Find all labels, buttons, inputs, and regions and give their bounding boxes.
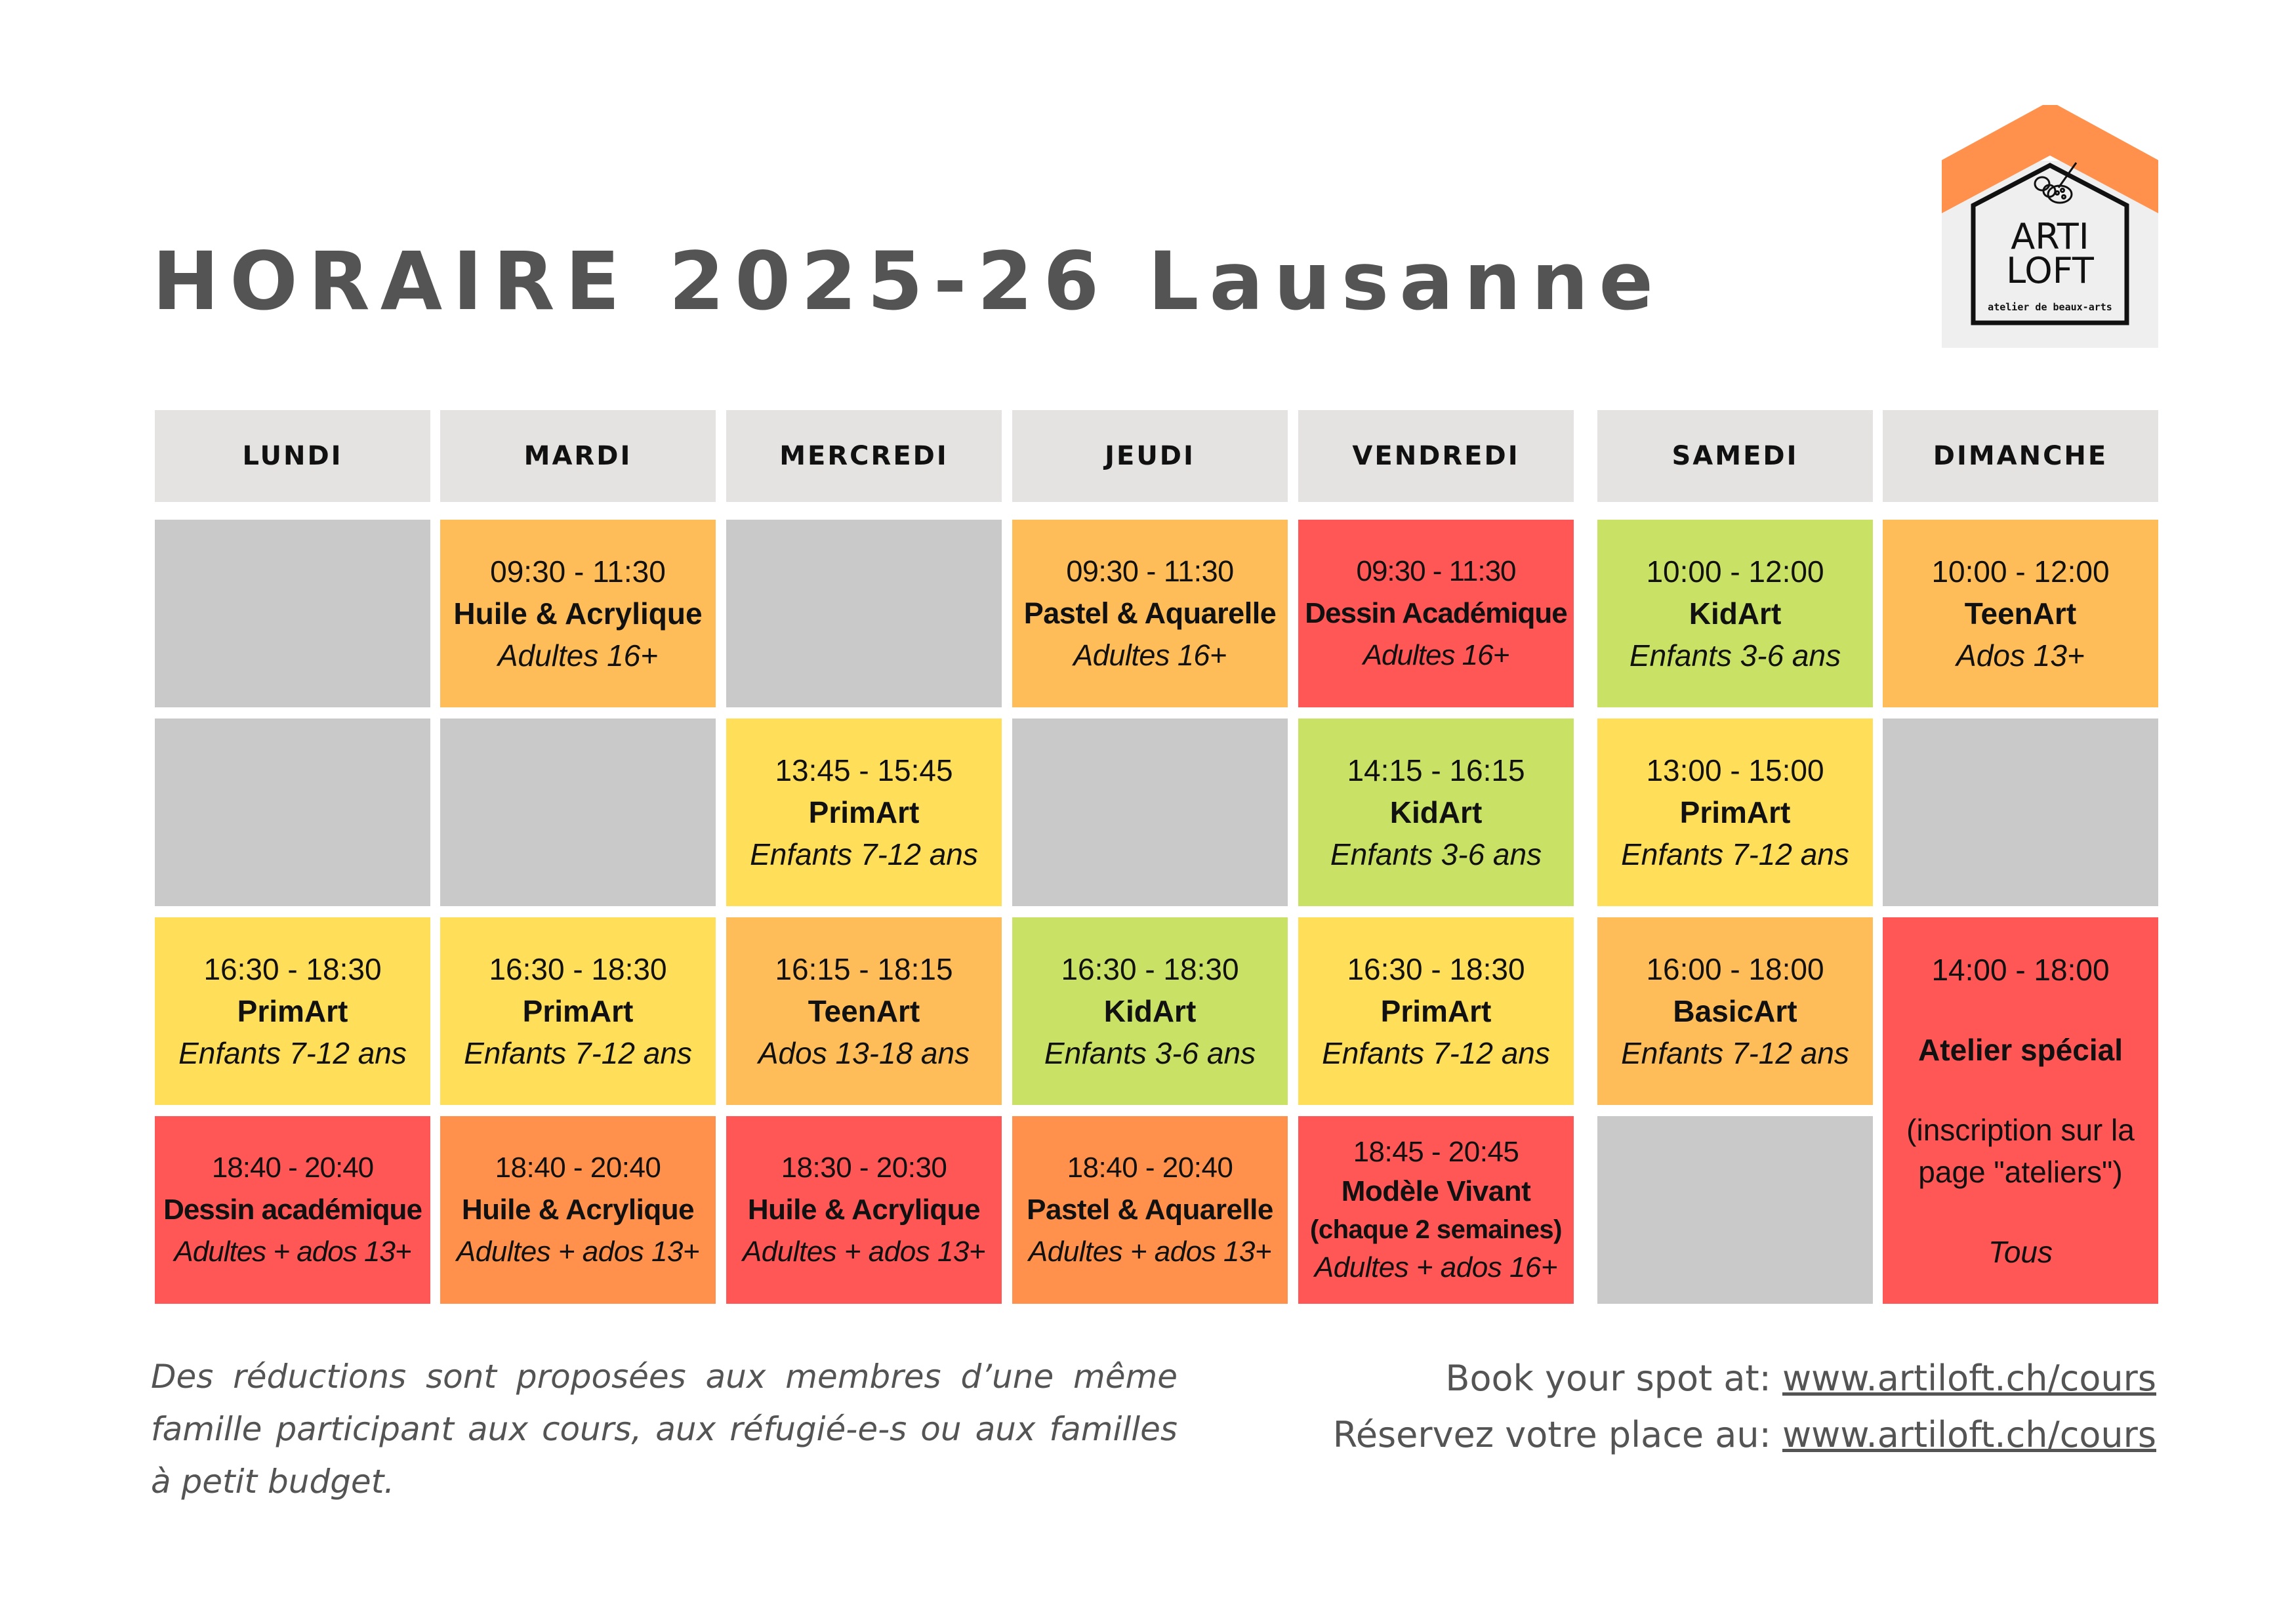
class-course: PrimArt — [1679, 795, 1791, 829]
class-audience: Adultes + ados 13+ — [174, 1236, 411, 1268]
class-info-line: page "ateliers") — [1918, 1154, 2123, 1189]
class-audience: Ados 13-18 ans — [758, 1036, 970, 1070]
class-course: KidArt — [1689, 596, 1782, 631]
class-audience: Adultes 16+ — [1073, 638, 1227, 672]
class-time: 18:45 - 20:45 — [1353, 1136, 1519, 1168]
artiloft-logo — [1942, 105, 2158, 348]
class-slot — [1298, 718, 1574, 906]
class-course: KidArt — [1389, 795, 1483, 829]
class-frequency-note: (chaque 2 semaines) — [1310, 1215, 1562, 1244]
class-audience: Enfants 7-12 ans — [750, 837, 978, 871]
class-audience: Enfants 7-12 ans — [1322, 1036, 1550, 1070]
booking-label-fr: Réservez votre place au: — [1332, 1414, 1782, 1455]
class-course: PrimArt — [237, 994, 348, 1028]
class-course: Modèle Vivant — [1341, 1175, 1531, 1207]
class-info-line: (inscription sur la — [1906, 1112, 2135, 1147]
class-slot — [155, 1116, 430, 1304]
header-dimanche: DIMANCHE — [1883, 410, 2158, 502]
class-course: KidArt — [1103, 994, 1197, 1028]
class-slot — [155, 917, 430, 1105]
class-audience: Adultes + ados 16+ — [1314, 1251, 1558, 1283]
class-slot — [1012, 520, 1288, 707]
header-samedi: SAMEDI — [1597, 410, 1873, 502]
class-course: Dessin académique — [163, 1194, 422, 1226]
special-workshop-slot — [1883, 917, 2158, 1304]
class-audience: Adultes 16+ — [1363, 639, 1509, 671]
header-lundi: LUNDI — [155, 410, 430, 502]
class-audience: Adultes + ados 13+ — [456, 1236, 700, 1268]
class-slot — [440, 1116, 716, 1304]
booking-label-en: Book your spot at: — [1445, 1358, 1782, 1399]
class-slot — [1597, 520, 1873, 707]
class-time: 10:00 - 12:00 — [1646, 554, 1824, 589]
class-course: BasicArt — [1673, 994, 1797, 1028]
logo-line2: LOFT — [2006, 250, 2094, 291]
class-time: 16:30 - 18:30 — [489, 952, 667, 986]
class-slot — [726, 917, 1002, 1105]
class-slot — [440, 520, 716, 707]
class-time: 14:00 - 18:00 — [1931, 952, 2110, 987]
class-course: PrimArt — [808, 795, 920, 829]
class-audience: Adultes 16+ — [497, 638, 659, 673]
class-time: 18:40 - 20:40 — [495, 1152, 661, 1184]
class-slot — [1298, 1116, 1574, 1304]
class-audience: Enfants 3-6 ans — [1629, 638, 1841, 673]
class-time: 18:40 - 20:40 — [211, 1152, 374, 1184]
empty-slot — [1883, 718, 2158, 906]
booking-info — [1333, 1350, 2156, 1463]
class-time: 10:00 - 12:00 — [1931, 554, 2110, 589]
class-course: Pastel & Aquarelle — [1027, 1194, 1273, 1226]
empty-slot — [440, 718, 716, 906]
class-time: 18:30 - 20:30 — [781, 1152, 947, 1184]
page-title: HORAIRE 2025-26 Lausanne — [152, 235, 1664, 328]
class-time: 09:30 - 11:30 — [1356, 555, 1516, 587]
class-course: Huile & Acrylique — [453, 596, 703, 631]
class-audience: Ados 13+ — [1956, 638, 2085, 673]
booking-line-en — [1333, 1350, 2156, 1407]
class-course: Pastel & Aquarelle — [1023, 596, 1277, 630]
empty-slot — [726, 520, 1002, 707]
header-mardi: MARDI — [440, 410, 716, 502]
header-mercredi: MERCREDI — [726, 410, 1002, 502]
class-time: 16:30 - 18:30 — [1347, 952, 1525, 986]
class-slot — [726, 1116, 1002, 1304]
class-audience: Enfants 7-12 ans — [1621, 1036, 1849, 1070]
class-audience: Enfants 3-6 ans — [1044, 1036, 1256, 1070]
class-slot — [1298, 917, 1574, 1105]
empty-slot — [155, 718, 430, 906]
booking-link-fr[interactable]: www.artiloft.ch/cours — [1782, 1414, 2156, 1455]
class-audience: Enfants 7-12 ans — [464, 1036, 692, 1070]
logo-line1: ARTI — [2011, 216, 2089, 257]
empty-slot — [1012, 718, 1288, 906]
booking-line-fr — [1333, 1407, 2156, 1463]
class-time: 09:30 - 11:30 — [490, 554, 666, 589]
class-time: 13:00 - 15:00 — [1646, 753, 1824, 787]
class-time: 16:00 - 18:00 — [1646, 952, 1824, 986]
header-vendredi: VENDREDI — [1298, 410, 1574, 502]
class-time: 13:45 - 15:45 — [775, 753, 953, 787]
class-slot — [1597, 718, 1873, 906]
class-slot — [1012, 1116, 1288, 1304]
class-time: 16:30 - 18:30 — [203, 952, 382, 986]
class-audience: Enfants 3-6 ans — [1330, 837, 1542, 871]
logo-tagline: atelier de beaux-arts — [1988, 301, 2112, 313]
class-course: PrimArt — [1380, 994, 1492, 1028]
class-audience: Enfants 7-12 ans — [1621, 837, 1849, 871]
class-course: Huile & Acrylique — [747, 1194, 981, 1226]
class-course: Atelier spécial — [1918, 1032, 2123, 1067]
empty-slot — [155, 520, 430, 707]
class-course: TeenArt — [808, 994, 920, 1028]
class-slot — [1012, 917, 1288, 1105]
class-slot — [1298, 520, 1574, 707]
class-course: TeenArt — [1964, 596, 2077, 631]
class-slot — [1883, 520, 2158, 707]
discount-note: Des réductions sont proposées aux membres d’une même famille participant aux cours, aux réfugié-e-s ou aux familles à petit budget. — [151, 1358, 1178, 1501]
class-time: 09:30 - 11:30 — [1066, 554, 1234, 588]
class-audience: Tous — [1988, 1234, 2053, 1269]
class-slot — [440, 917, 716, 1105]
booking-link-en[interactable]: www.artiloft.ch/cours — [1782, 1358, 2156, 1399]
class-course: Huile & Acrylique — [461, 1194, 695, 1226]
header-jeudi: JEUDI — [1012, 410, 1288, 502]
class-course: Dessin Académique — [1305, 597, 1567, 629]
class-audience: Adultes + ados 13+ — [742, 1236, 986, 1268]
class-slot — [726, 718, 1002, 906]
class-slot — [1597, 917, 1873, 1105]
class-audience: Enfants 7-12 ans — [178, 1036, 407, 1070]
class-time: 16:15 - 18:15 — [775, 952, 953, 986]
class-time: 18:40 - 20:40 — [1067, 1152, 1233, 1184]
class-audience: Adultes + ados 13+ — [1028, 1236, 1272, 1268]
class-course: PrimArt — [522, 994, 634, 1028]
class-time: 14:15 - 16:15 — [1347, 753, 1525, 787]
class-time: 16:30 - 18:30 — [1061, 952, 1239, 986]
empty-slot — [1597, 1116, 1873, 1304]
